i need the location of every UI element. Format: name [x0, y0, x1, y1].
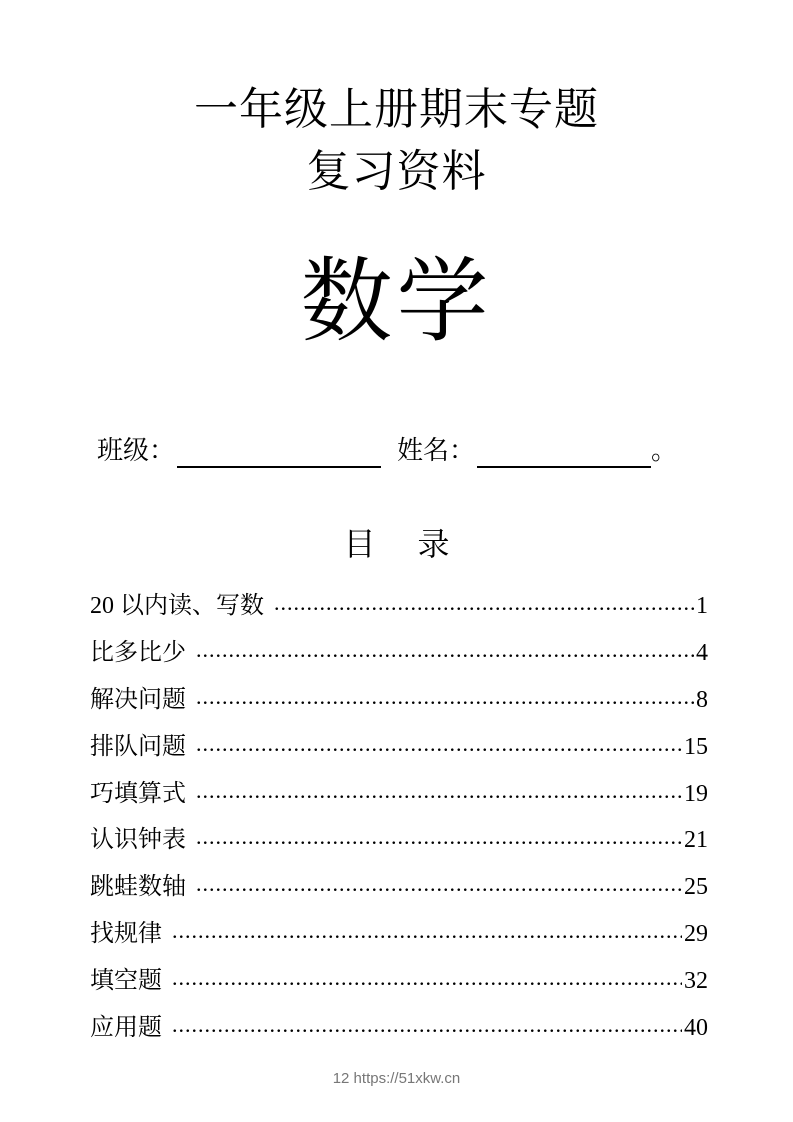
toc-entry-label: 应用题 — [90, 1014, 162, 1041]
toc-entry-page: 19 — [684, 780, 708, 807]
toc-entry-label: 巧填算式 — [90, 780, 186, 807]
toc-entry-label: 认识钟表 — [90, 827, 186, 854]
toc-leader-dots — [196, 817, 682, 857]
toc-entry[interactable] — [90, 864, 708, 911]
toc-entry[interactable] — [90, 630, 708, 677]
toc-leader-dots — [196, 630, 694, 670]
toc-heading — [0, 524, 793, 564]
toc-entry[interactable] — [90, 1004, 708, 1051]
toc-entry[interactable] — [90, 911, 708, 958]
toc-entry-page: 32 — [684, 967, 708, 994]
toc-entry-label: 找规律 — [90, 920, 162, 947]
toc-entry-page: 29 — [684, 920, 708, 947]
page-footer: 12 https://51xkw.cn — [332, 1070, 461, 1087]
toc-entry[interactable] — [90, 770, 708, 817]
toc-leader-dots — [196, 771, 682, 811]
document-title-line-1: 一年级上册期末专题 — [194, 84, 599, 135]
toc-entry-page: 4 — [696, 640, 708, 667]
toc-leader-dots — [196, 677, 694, 717]
toc-leader-dots — [172, 1005, 682, 1045]
toc-entry-page: 1 — [696, 593, 708, 620]
toc-entry-label: 跳蛙数轴 — [90, 874, 186, 901]
toc-heading-left: 目 — [343, 525, 376, 563]
student-info-row — [97, 434, 677, 468]
toc-entry-label: 排队问题 — [90, 733, 186, 760]
toc-entry-label: 20 以内读、写数 — [90, 593, 264, 620]
toc-entry-page: 8 — [696, 686, 708, 713]
toc-leader-dots — [172, 958, 682, 998]
toc-entry-page: 15 — [684, 733, 708, 760]
toc-leader-dots — [274, 583, 694, 623]
toc-entry[interactable] — [90, 723, 708, 770]
toc-entry[interactable] — [90, 677, 708, 724]
class-label: 班级： — [97, 436, 176, 466]
end-mark: 。 — [651, 436, 678, 466]
toc-entry-page: 21 — [684, 827, 708, 854]
toc-entry-page: 25 — [684, 874, 708, 901]
class-blank-line[interactable] — [177, 438, 381, 468]
name-blank-line[interactable] — [477, 438, 651, 468]
toc-entry-page: 40 — [684, 1014, 708, 1041]
toc-leader-dots — [172, 911, 682, 951]
toc-entry-label: 比多比少 — [90, 640, 186, 667]
toc-entry[interactable] — [90, 957, 708, 1004]
document-title-line-2: 复习资料 — [306, 146, 487, 197]
toc-heading-right: 录 — [417, 525, 450, 563]
toc-entry[interactable] — [90, 817, 708, 864]
toc-leader-dots — [196, 864, 682, 904]
subject-heading: 数学 — [300, 248, 493, 355]
toc-entry-label: 填空题 — [90, 967, 162, 994]
table-of-contents — [90, 583, 708, 1051]
toc-leader-dots — [196, 724, 682, 764]
toc-entry[interactable] — [90, 583, 708, 630]
toc-entry-label: 解决问题 — [90, 686, 186, 713]
name-label: 姓名： — [397, 436, 476, 466]
